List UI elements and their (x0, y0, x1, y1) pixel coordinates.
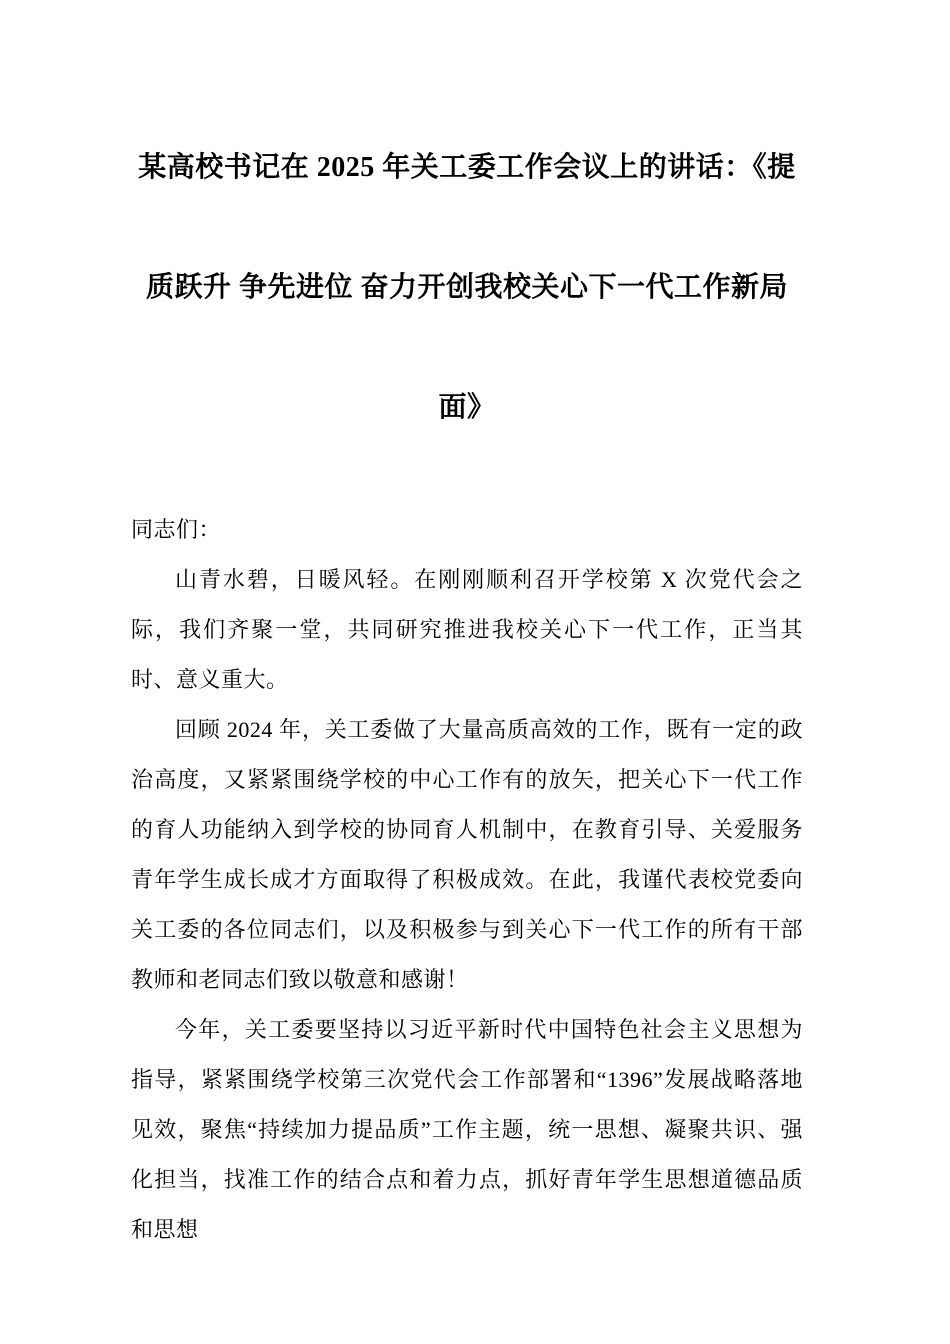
document-body (131, 505, 803, 1255)
paragraph-this-year-plan: 今年，关工委要坚持以习近平新时代中国特色社会主义思想为指导，紧紧围绕学校第三次党代会工作部署和“1396”发展战略落地见效，聚焦“持续加力提品质”工作主题，统一思想、凝聚共识、强化担当，找准工作的结合点和着力点，抓好青年学生思想道德品质和思想 (131, 1017, 803, 1242)
paragraph-review-2024: 回顾 2024 年，关工委做了大量高质高效的工作，既有一定的政治高度，又紧紧围绕学校的中心工作有的放矢，把关心下一代工作的育人功能纳入到学校的协同育人机制中，在教育引导、关爱服务青年学生成长成才方面取得了积极成效。在此，我谨代表校党委向关工委的各位同志们，以及积极参与到关心下一代工作的所有干部教师和老同志们致以敬意和感谢！ (131, 717, 803, 992)
title-line-1: 某高校书记在 2025 年关工委工作会议上的讲话：《提 (138, 152, 796, 183)
title-line-3: 面》 (438, 392, 496, 423)
document-title (131, 108, 803, 468)
paragraph-opening: 山青水碧，日暖风轻。在刚刚顺利召开学校第 X 次党代会之际，我们齐聚一堂，共同研究推进我校关心下一代工作，正当其时、意义重大。 (131, 567, 803, 692)
title-line-2: 质跃升 争先进位 奋力开创我校关心下一代工作新局 (145, 272, 788, 303)
paragraph-salutation: 同志们： (131, 517, 222, 542)
